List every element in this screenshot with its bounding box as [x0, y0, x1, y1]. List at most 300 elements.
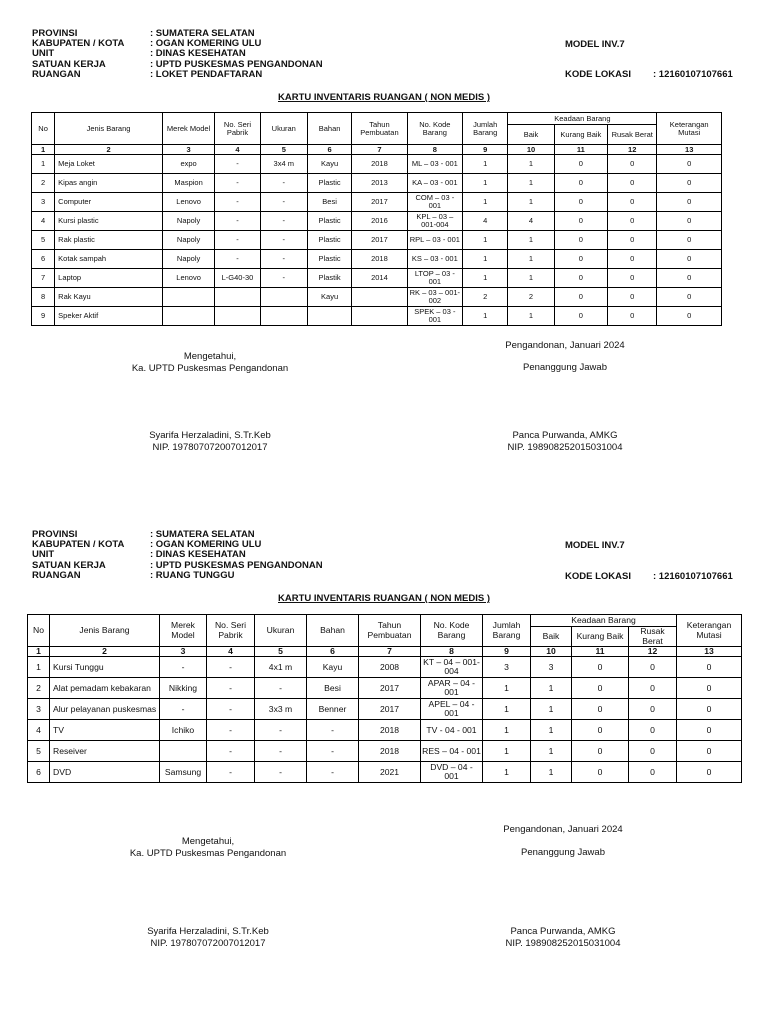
cell-rusak-berat: 0	[629, 720, 677, 741]
table-row	[28, 657, 742, 678]
table-row	[32, 269, 722, 288]
cell-merek-model: expo	[162, 155, 214, 174]
cell-bahan: Besi	[307, 678, 359, 699]
cell-jumlah: 1	[483, 762, 531, 783]
col-no-seri: No. Seri Pabrik	[215, 113, 260, 145]
cell-keterangan: 0	[677, 678, 742, 699]
cell-kurang-baik: 0	[554, 307, 607, 326]
kode-lokasi-label: KODE LOKASI	[565, 571, 631, 582]
ka-uptd-label: Ka. UPTD Puskesmas Pengandonan	[131, 362, 289, 374]
kode-lokasi-value: : 12160107107661	[653, 571, 733, 582]
col-jenis-barang: Jenis Barang	[55, 113, 163, 145]
cell-no: 6	[32, 250, 55, 269]
col-number: 11	[572, 647, 629, 657]
cell-no-seri: -	[215, 212, 260, 231]
cell-kode-barang: ML – 03 - 001	[407, 155, 462, 174]
col-number: 9	[483, 647, 531, 657]
col-keadaan: Keadaan Barang	[508, 113, 657, 125]
cell-bahan: Plastik	[307, 269, 351, 288]
cell-merek-model: Lenovo	[162, 193, 214, 212]
cell-rusak-berat: 0	[608, 231, 657, 250]
cell-tahun: 2016	[352, 212, 407, 231]
cell-bahan: Plastic	[307, 231, 351, 250]
cell-keterangan: 0	[677, 720, 742, 741]
col-tahun: Tahun Pembuatan	[352, 113, 407, 145]
left-signatory-name: Syarifa Herzaladini, S.Tr.Keb	[149, 430, 271, 441]
cell-baik: 1	[531, 741, 572, 762]
table-row	[32, 288, 722, 307]
model-label: MODEL INV.7	[565, 540, 625, 551]
cell-tahun: 2021	[359, 762, 421, 783]
cell-no: 1	[28, 657, 50, 678]
col-number: 8	[407, 145, 462, 155]
col-baik: Baik	[531, 627, 572, 647]
cell-keterangan: 0	[677, 657, 742, 678]
left-signatory-name: Syarifa Herzaladini, S.Tr.Keb	[147, 926, 269, 937]
cell-jenis-barang: Kursi plastic	[55, 212, 163, 231]
cell-ukuran: 3x3 m	[255, 699, 307, 720]
col-number: 5	[255, 647, 307, 657]
cell-no-seri: -	[215, 231, 260, 250]
cell-jumlah: 1	[463, 307, 508, 326]
cell-jenis-barang: Meja Loket	[55, 155, 163, 174]
cell-merek-model: -	[160, 657, 207, 678]
col-kurang-baik: Kurang Baik	[572, 627, 629, 647]
cell-keterangan: 0	[657, 250, 722, 269]
cell-no: 4	[32, 212, 55, 231]
cell-bahan: -	[307, 720, 359, 741]
col-number: 12	[608, 145, 657, 155]
col-bahan: Bahan	[307, 113, 351, 145]
cell-no: 4	[28, 720, 50, 741]
cell-baik: 3	[531, 657, 572, 678]
cell-no: 6	[28, 762, 50, 783]
satuan-kerja-label: SATUAN KERJA	[32, 58, 106, 70]
col-rusak-berat: Rusak Berat	[608, 125, 657, 145]
cell-jumlah: 1	[463, 269, 508, 288]
cell-keterangan: 0	[677, 699, 742, 720]
kabupaten-value: : OGAN KOMERING ULU	[150, 539, 262, 551]
cell-rusak-berat: 0	[608, 250, 657, 269]
col-number: 6	[307, 145, 351, 155]
cell-keterangan: 0	[677, 741, 742, 762]
cell-no: 2	[28, 678, 50, 699]
card-header	[32, 530, 323, 581]
cell-merek-model: Nikking	[160, 678, 207, 699]
cell-ukuran: -	[260, 250, 307, 269]
cell-bahan: Kayu	[307, 155, 351, 174]
kode-lokasi-value: : 12160107107661	[653, 69, 733, 80]
approval-block	[108, 836, 308, 859]
cell-baik: 1	[508, 193, 554, 212]
cell-tahun: 2018	[359, 720, 421, 741]
cell-kurang-baik: 0	[554, 155, 607, 174]
cell-kode-barang: KA – 03 - 001	[407, 174, 462, 193]
cell-tahun: 2018	[352, 155, 407, 174]
satuan-kerja-label: SATUAN KERJA	[32, 559, 106, 571]
left-signatory	[110, 430, 310, 453]
cell-rusak-berat: 0	[629, 678, 677, 699]
cell-kode-barang: KT – 04 – 001-004	[421, 657, 483, 678]
cell-merek-model	[162, 288, 214, 307]
cell-baik: 1	[508, 250, 554, 269]
cell-rusak-berat: 0	[608, 307, 657, 326]
right-signatory	[478, 926, 648, 949]
left-signatory-nip: NIP. 197807072007012017	[150, 937, 266, 949]
cell-bahan	[307, 307, 351, 326]
cell-ukuran: -	[255, 741, 307, 762]
cell-baik: 1	[508, 307, 554, 326]
cell-merek-model	[162, 307, 214, 326]
col-number: 7	[352, 145, 407, 155]
col-number: 3	[162, 145, 214, 155]
cell-jenis-barang: Alat pemadam kebakaran	[50, 678, 160, 699]
cell-baik: 1	[508, 231, 554, 250]
cell-rusak-berat: 0	[608, 174, 657, 193]
cell-jenis-barang: Speker Aktif	[55, 307, 163, 326]
cell-jumlah: 1	[463, 174, 508, 193]
cell-jenis-barang: Kipas angin	[55, 174, 163, 193]
cell-jenis-barang: Laptop	[55, 269, 163, 288]
cell-ukuran: -	[260, 174, 307, 193]
cell-kode-barang: APAR – 04 - 001	[421, 678, 483, 699]
cell-no-seri: -	[207, 678, 255, 699]
cell-no: 3	[28, 699, 50, 720]
cell-baik: 1	[531, 678, 572, 699]
cell-kode-barang: KPL – 03 – 001-004	[407, 212, 462, 231]
place-date: Pengandonan, Januari 2024	[503, 824, 623, 835]
cell-keterangan: 0	[657, 288, 722, 307]
penanggung-jawab-label: Penanggung Jawab	[523, 362, 607, 373]
cell-keterangan: 0	[657, 155, 722, 174]
cell-no: 2	[32, 174, 55, 193]
right-signatory	[480, 430, 650, 453]
cell-kurang-baik: 0	[572, 678, 629, 699]
cell-bahan: Benner	[307, 699, 359, 720]
col-number: 5	[260, 145, 307, 155]
table-row	[28, 720, 742, 741]
cell-kode-barang: APEL – 04 - 001	[421, 699, 483, 720]
col-number: 1	[28, 647, 50, 657]
col-number: 12	[629, 647, 677, 657]
col-kode-barang: No. Kode Barang	[421, 615, 483, 647]
left-signatory-nip: NIP. 197807072007012017	[152, 441, 268, 453]
cell-ukuran	[260, 288, 307, 307]
cell-tahun: 2014	[352, 269, 407, 288]
cell-kurang-baik: 0	[572, 699, 629, 720]
cell-no: 3	[32, 193, 55, 212]
cell-merek-model: Lenovo	[162, 269, 214, 288]
cell-jumlah: 1	[483, 741, 531, 762]
cell-keterangan: 0	[657, 193, 722, 212]
kode-lokasi	[565, 69, 733, 80]
provinsi-label: PROVINSI	[32, 28, 78, 39]
cell-kode-barang: DVD – 04 - 001	[421, 762, 483, 783]
mengetahui-label: Mengetahui,	[181, 836, 235, 847]
table-row	[32, 174, 722, 193]
cell-ukuran: -	[255, 762, 307, 783]
right-signatory-nip: NIP. 198908252015031004	[507, 441, 623, 453]
cell-merek-model: -	[160, 699, 207, 720]
col-bahan: Bahan	[307, 615, 359, 647]
inventory-table	[27, 614, 742, 783]
table-row	[32, 193, 722, 212]
place-date: Pengandonan, Januari 2024	[505, 340, 625, 351]
inventory-table	[31, 112, 722, 326]
cell-ukuran: 4x1 m	[255, 657, 307, 678]
ruangan-value: : RUANG TUNGGU	[150, 569, 235, 581]
col-number: 13	[677, 647, 742, 657]
cell-tahun	[352, 288, 407, 307]
col-ukuran: Ukuran	[255, 615, 307, 647]
cell-tahun: 2018	[359, 741, 421, 762]
cell-jumlah: 1	[463, 231, 508, 250]
cell-no-seri: -	[215, 155, 260, 174]
col-number: 3	[160, 647, 207, 657]
cell-no-seri: -	[207, 720, 255, 741]
cell-kode-barang: LTOP – 03 - 001	[407, 269, 462, 288]
col-merek-model: Merek Model	[162, 113, 214, 145]
col-keterangan: Keterangan Mutasi	[657, 113, 722, 145]
cell-keterangan: 0	[657, 212, 722, 231]
cell-bahan: -	[307, 762, 359, 783]
cell-tahun: 2013	[352, 174, 407, 193]
cell-ukuran: -	[260, 269, 307, 288]
cell-jumlah: 1	[483, 699, 531, 720]
kabupaten-label: KABUPATEN / KOTA	[32, 38, 125, 50]
table-row	[28, 699, 742, 720]
cell-no: 1	[32, 155, 55, 174]
cell-ukuran: -	[255, 720, 307, 741]
cell-no: 7	[32, 269, 55, 288]
cell-rusak-berat: 0	[608, 269, 657, 288]
cell-kurang-baik: 0	[554, 174, 607, 193]
cell-jumlah: 1	[463, 155, 508, 174]
col-keadaan: Keadaan Barang	[531, 615, 677, 627]
col-number: 1	[32, 145, 55, 155]
cell-keterangan: 0	[657, 231, 722, 250]
ruangan-value: : LOKET PENDAFTARAN	[150, 68, 263, 80]
cell-bahan: Plastic	[307, 212, 351, 231]
table-row	[28, 741, 742, 762]
cell-baik: 1	[531, 762, 572, 783]
table-row	[32, 307, 722, 326]
cell-jenis-barang: Kotak sampah	[55, 250, 163, 269]
cell-rusak-berat: 0	[629, 741, 677, 762]
cell-merek-model: Maspion	[162, 174, 214, 193]
cell-kurang-baik: 0	[554, 212, 607, 231]
cell-bahan: Kayu	[307, 657, 359, 678]
cell-kurang-baik: 0	[554, 269, 607, 288]
cell-jumlah: 2	[463, 288, 508, 307]
cell-merek-model	[160, 741, 207, 762]
cell-ukuran: -	[255, 678, 307, 699]
col-number: 11	[554, 145, 607, 155]
cell-kode-barang: KS – 03 - 001	[407, 250, 462, 269]
cell-bahan: Plastic	[307, 250, 351, 269]
cell-jenis-barang: Rak plastic	[55, 231, 163, 250]
cell-kurang-baik: 0	[554, 193, 607, 212]
table-row	[32, 212, 722, 231]
penanggung-jawab-label: Penanggung Jawab	[521, 847, 605, 858]
cell-jumlah: 4	[463, 212, 508, 231]
cell-no: 5	[32, 231, 55, 250]
col-number: 2	[55, 145, 163, 155]
cell-kurang-baik: 0	[572, 657, 629, 678]
cell-rusak-berat: 0	[608, 212, 657, 231]
cell-no: 9	[32, 307, 55, 326]
cell-kode-barang: RES – 04 - 001	[421, 741, 483, 762]
unit-label: UNIT	[32, 48, 55, 60]
cell-tahun: 2017	[359, 678, 421, 699]
kode-lokasi-label: KODE LOKASI	[565, 69, 631, 80]
cell-no-seri: -	[207, 741, 255, 762]
kabupaten-label: KABUPATEN / KOTA	[32, 539, 125, 551]
cell-no-seri	[215, 288, 260, 307]
unit-value: : DINAS KESEHATAN	[150, 48, 246, 60]
col-kurang-baik: Kurang Baik	[554, 125, 607, 145]
cell-baik: 2	[508, 288, 554, 307]
cell-baik: 4	[508, 212, 554, 231]
cell-jumlah: 1	[483, 720, 531, 741]
card-header	[32, 29, 323, 80]
cell-bahan: Plastic	[307, 174, 351, 193]
cell-tahun	[352, 307, 407, 326]
col-rusak-berat: Rusak Berat	[629, 627, 677, 647]
cell-jenis-barang: Kursi Tunggu	[50, 657, 160, 678]
col-number: 7	[359, 647, 421, 657]
cell-kurang-baik: 0	[554, 288, 607, 307]
cell-ukuran: -	[260, 212, 307, 231]
col-number: 2	[50, 647, 160, 657]
cell-kurang-baik: 0	[572, 762, 629, 783]
cell-kurang-baik: 0	[554, 250, 607, 269]
col-no: No	[28, 615, 50, 647]
cell-ukuran: 3x4 m	[260, 155, 307, 174]
unit-label: UNIT	[32, 549, 55, 561]
col-jenis-barang: Jenis Barang	[50, 615, 160, 647]
cell-kurang-baik: 0	[572, 720, 629, 741]
cell-merek-model: Napoly	[162, 212, 214, 231]
cell-tahun: 2017	[352, 231, 407, 250]
col-kode-barang: No. Kode Barang	[407, 113, 462, 145]
cell-rusak-berat: 0	[608, 193, 657, 212]
ka-uptd-label: Ka. UPTD Puskesmas Pengandonan	[129, 847, 287, 859]
column-number-row	[32, 145, 722, 155]
col-tahun: Tahun Pembuatan	[359, 615, 421, 647]
kode-lokasi	[565, 571, 733, 582]
provinsi-value: : SUMATERA SELATAN	[150, 529, 255, 540]
cell-keterangan: 0	[657, 307, 722, 326]
mengetahui-label: Mengetahui,	[183, 351, 237, 362]
cell-rusak-berat: 0	[608, 288, 657, 307]
approval-block	[110, 351, 310, 374]
cell-no-seri: -	[207, 699, 255, 720]
cell-kode-barang: RK – 03 – 001-002	[407, 288, 462, 307]
cell-keterangan: 0	[657, 174, 722, 193]
right-signatory-nip: NIP. 198908252015031004	[505, 937, 621, 949]
cell-ukuran	[260, 307, 307, 326]
ruangan-label: RUANGAN	[32, 68, 81, 80]
cell-jumlah: 1	[463, 193, 508, 212]
cell-merek-model: Napoly	[162, 231, 214, 250]
cell-jumlah: 1	[463, 250, 508, 269]
cell-tahun: 2017	[352, 193, 407, 212]
col-number: 8	[421, 647, 483, 657]
cell-bahan: -	[307, 741, 359, 762]
col-no: No	[32, 113, 55, 145]
kabupaten-value: : OGAN KOMERING ULU	[150, 38, 262, 50]
cell-jumlah: 3	[483, 657, 531, 678]
right-signatory-name: Panca Purwanda, AMKG	[512, 430, 618, 441]
table-row	[32, 250, 722, 269]
cell-ukuran: -	[260, 231, 307, 250]
cell-jenis-barang: TV	[50, 720, 160, 741]
card-title: KARTU INVENTARIS RUANGAN ( NON MEDIS )	[278, 92, 490, 103]
table-row	[32, 231, 722, 250]
left-signatory	[108, 926, 308, 949]
cell-kurang-baik: 0	[554, 231, 607, 250]
model-label: MODEL INV.7	[565, 39, 625, 50]
cell-no-seri: -	[215, 193, 260, 212]
cell-keterangan: 0	[677, 762, 742, 783]
col-keterangan: Keterangan Mutasi	[677, 615, 742, 647]
provinsi-label: PROVINSI	[32, 529, 78, 540]
cell-baik: 1	[531, 699, 572, 720]
cell-baik: 1	[508, 155, 554, 174]
cell-no-seri: L-G40-30	[215, 269, 260, 288]
col-ukuran: Ukuran	[260, 113, 307, 145]
cell-no: 5	[28, 741, 50, 762]
col-number: 4	[207, 647, 255, 657]
cell-bahan: Besi	[307, 193, 351, 212]
col-number: 10	[508, 145, 554, 155]
cell-rusak-berat: 0	[608, 155, 657, 174]
cell-baik: 1	[508, 269, 554, 288]
col-number: 10	[531, 647, 572, 657]
cell-rusak-berat: 0	[629, 699, 677, 720]
cell-jenis-barang: Alur pelayanan puskesmas	[50, 699, 160, 720]
cell-keterangan: 0	[657, 269, 722, 288]
ruangan-label: RUANGAN	[32, 569, 81, 581]
right-signatory-name: Panca Purwanda, AMKG	[510, 926, 616, 937]
cell-no-seri: -	[207, 657, 255, 678]
table-row	[28, 678, 742, 699]
cell-jenis-barang: DVD	[50, 762, 160, 783]
satuan-kerja-value: : UPTD PUSKESMAS PENGANDONAN	[150, 58, 323, 70]
satuan-kerja-value: : UPTD PUSKESMAS PENGANDONAN	[150, 559, 323, 571]
table-row	[32, 155, 722, 174]
cell-kode-barang: TV - 04 - 001	[421, 720, 483, 741]
cell-merek-model: Ichiko	[160, 720, 207, 741]
cell-jumlah: 1	[483, 678, 531, 699]
cell-no-seri: -	[215, 250, 260, 269]
col-no-seri: No. Seri Pabrik	[207, 615, 255, 647]
cell-kurang-baik: 0	[572, 741, 629, 762]
cell-baik: 1	[531, 720, 572, 741]
col-baik: Baik	[508, 125, 554, 145]
cell-no-seri: -	[207, 762, 255, 783]
col-number: 4	[215, 145, 260, 155]
cell-no: 8	[32, 288, 55, 307]
card-title: KARTU INVENTARIS RUANGAN ( NON MEDIS )	[278, 593, 490, 604]
cell-baik: 1	[508, 174, 554, 193]
cell-kode-barang: SPEK – 03 - 001	[407, 307, 462, 326]
cell-jenis-barang: Rak Kayu	[55, 288, 163, 307]
col-number: 6	[307, 647, 359, 657]
cell-jenis-barang: Computer	[55, 193, 163, 212]
cell-no-seri	[215, 307, 260, 326]
